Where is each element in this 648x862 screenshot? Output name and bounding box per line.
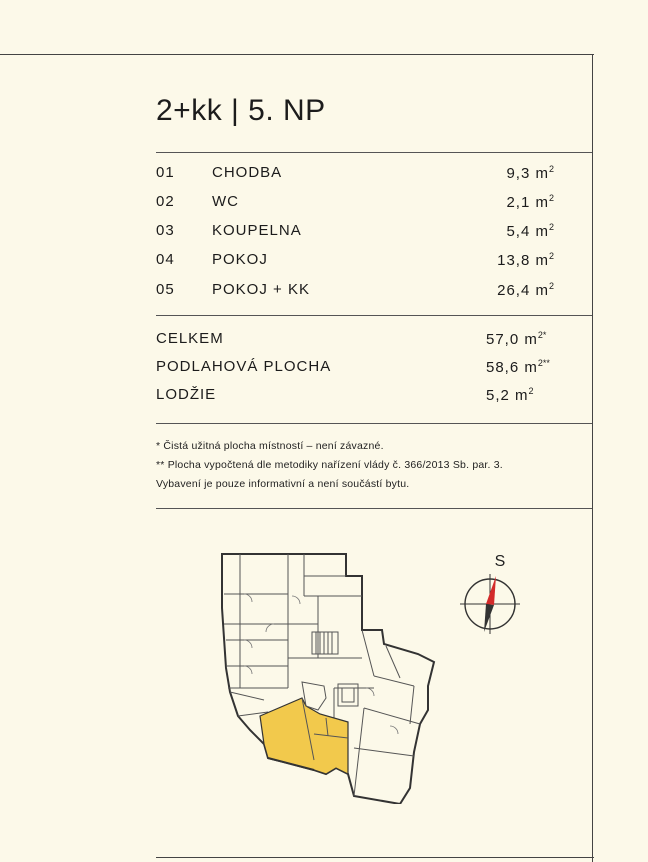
summary-loggia (156, 386, 570, 408)
summary-label: CELKEM (156, 330, 224, 347)
room-name: POKOJ (212, 251, 268, 268)
footnote: * Čistá užitná plocha místností – není závazné. (156, 440, 384, 452)
room-area: 5,4 $m^2$ (506, 222, 554, 240)
divider (156, 508, 592, 509)
compass-icon (456, 548, 526, 638)
footnote: Vybavení je pouze informativní a není součástí bytu. (156, 478, 410, 490)
room-row (156, 193, 554, 215)
room-row (156, 222, 554, 244)
divider (156, 423, 592, 424)
room-number: 03 (156, 222, 175, 239)
room-number: 04 (156, 251, 175, 268)
compass-needle-north (486, 576, 496, 605)
room-name: POKOJ + KK (212, 281, 310, 298)
summary-value: 57,0 $m^{2*}$ (486, 330, 547, 348)
room-row (156, 281, 554, 303)
summary-value: 5,2 $m^2$ (486, 386, 534, 404)
room-number: 01 (156, 164, 175, 181)
room-row (156, 251, 554, 273)
frame-top-line (0, 54, 594, 55)
summary-value: 58,6 $m^{2**}$ (486, 358, 550, 376)
room-number: 05 (156, 281, 175, 298)
summary-total (156, 330, 570, 352)
frame-right-line (592, 54, 593, 862)
room-area: 26,4 $m^2$ (497, 281, 554, 299)
room-name: KOUPELNA (212, 222, 302, 239)
room-name: CHODBA (212, 164, 283, 181)
room-area: 9,3 $m^2$ (506, 164, 554, 182)
room-number: 02 (156, 193, 175, 210)
room-area: 13,8 $m^2$ (497, 251, 554, 269)
compass-needle-south (484, 604, 494, 632)
divider (156, 152, 592, 153)
floor-plan-drawing (214, 548, 444, 804)
divider (156, 315, 592, 316)
summary-label: PODLAHOVÁ PLOCHA (156, 358, 332, 375)
unit-title: 2+kk | 5. NP (156, 94, 326, 127)
summary-floor-area (156, 358, 570, 380)
room-row (156, 164, 554, 186)
footnote: ** Plocha vypočtená dle metodiky nařízení vlády č. 366/2013 Sb. par. 3. (156, 459, 503, 471)
summary-label: LODŽIE (156, 386, 217, 403)
compass-label: S (494, 553, 506, 570)
frame-bottom-line (156, 857, 594, 858)
room-name: WC (212, 193, 239, 210)
room-area: 2,1 $m^2$ (506, 193, 554, 211)
